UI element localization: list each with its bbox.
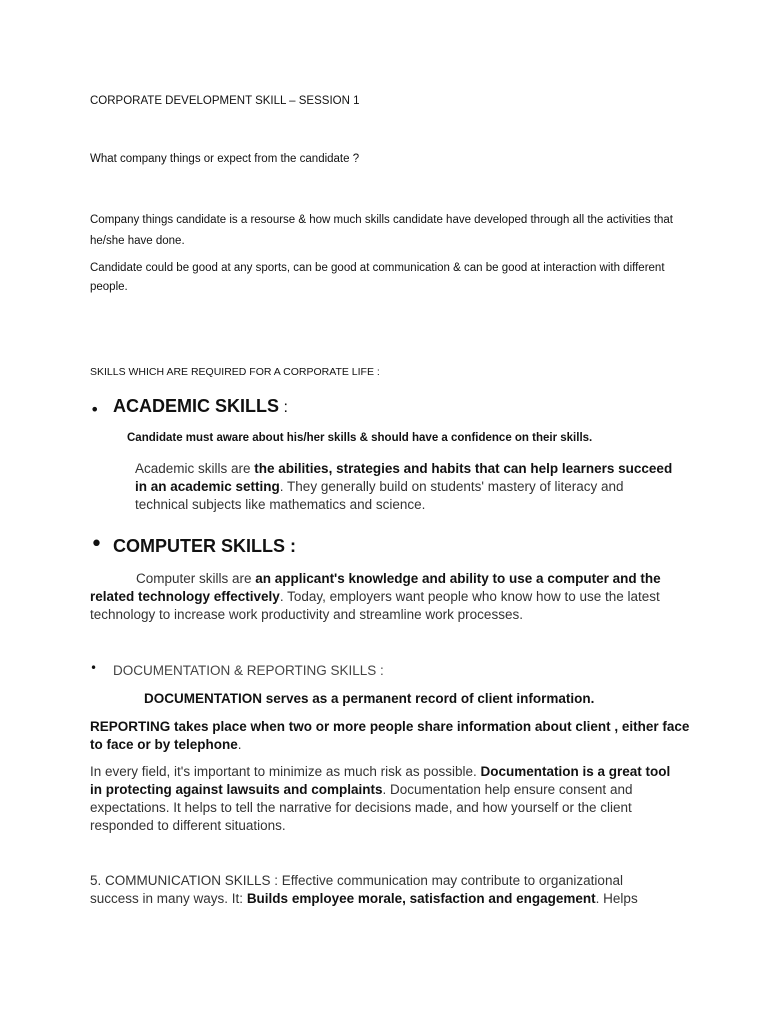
communication-bold: Builds employee morale, satisfaction and engagement — [246, 891, 596, 906]
doc-para-pre: In every field, it's important to minimize as much risk as possible. — [90, 764, 481, 779]
intro-paragraph-2: Candidate could be good at any sports, can be good at communication & can be good at interaction with different people. — [90, 262, 665, 293]
computer-description — [90, 570, 680, 624]
question-line: What company things or expect from the candidate ? — [90, 153, 360, 165]
skills-heading: SKILLS WHICH ARE REQUIRED FOR A CORPORATE LIFE : — [90, 366, 380, 378]
intro-paragraph-1: Company things candidate is a resourse & how much skills candidate have developed through all the activities that he/she have done. — [90, 214, 674, 247]
documentation-heading: DOCUMENTATION & REPORTING SKILLS : — [113, 663, 384, 678]
academic-desc-post: . They generally build on students' mastery of literacy and technical subjects like mathematics and science. — [135, 479, 624, 512]
academic-desc-bold: the abilities, strategies and habits that can help learners succeed in an academic setting — [135, 461, 673, 494]
academic-description — [135, 460, 675, 514]
computer-desc-bold: an applicant's knowledge and ability to use a computer and the related technology effectively — [90, 571, 661, 604]
reporting-line — [90, 718, 690, 754]
reporting-end: . — [237, 737, 242, 752]
communication-post: . Helps — [595, 891, 638, 906]
documentation-bullet: • — [90, 661, 98, 675]
academic-heading-colon: : — [279, 399, 288, 416]
document-title: CORPORATE DEVELOPMENT SKILL – SESSION 1 — [90, 95, 360, 107]
reporting-bold: REPORTING takes place when two or more people share information about client , either face to face or by telephone — [90, 719, 690, 752]
academic-heading — [113, 396, 288, 417]
academic-heading-text: ACADEMIC SKILLS — [113, 396, 279, 416]
academic-note: Candidate must aware about his/her skills & should have a confidence on their skills. — [127, 432, 593, 444]
communication-paragraph — [90, 872, 660, 908]
documentation-paragraph — [90, 763, 682, 835]
computer-desc-post: . Today, employers want people who know how to use the latest technology to increase work productivity and streamline work processes. — [90, 589, 660, 622]
communication-pre: 5. COMMUNICATION SKILLS : Effective communication may contribute to organizational success in many ways. It: — [90, 873, 623, 906]
computer-desc-pre: Computer skills are — [136, 571, 256, 586]
documentation-line: DOCUMENTATION serves as a permanent record of client information. — [144, 691, 595, 706]
computer-bullet: • — [90, 532, 103, 557]
academic-desc-pre: Academic skills are — [135, 461, 255, 476]
computer-heading: COMPUTER SKILLS : — [113, 536, 296, 556]
doc-para-post: . Documentation help ensure consent and expectations. It helps to tell the narrative for decisions made, and how yourself or the client responded to different situations. — [90, 782, 633, 833]
academic-bullet: • — [90, 400, 100, 419]
doc-para-bold: Documentation is a great tool in protecting against lawsuits and complaints — [90, 764, 671, 797]
